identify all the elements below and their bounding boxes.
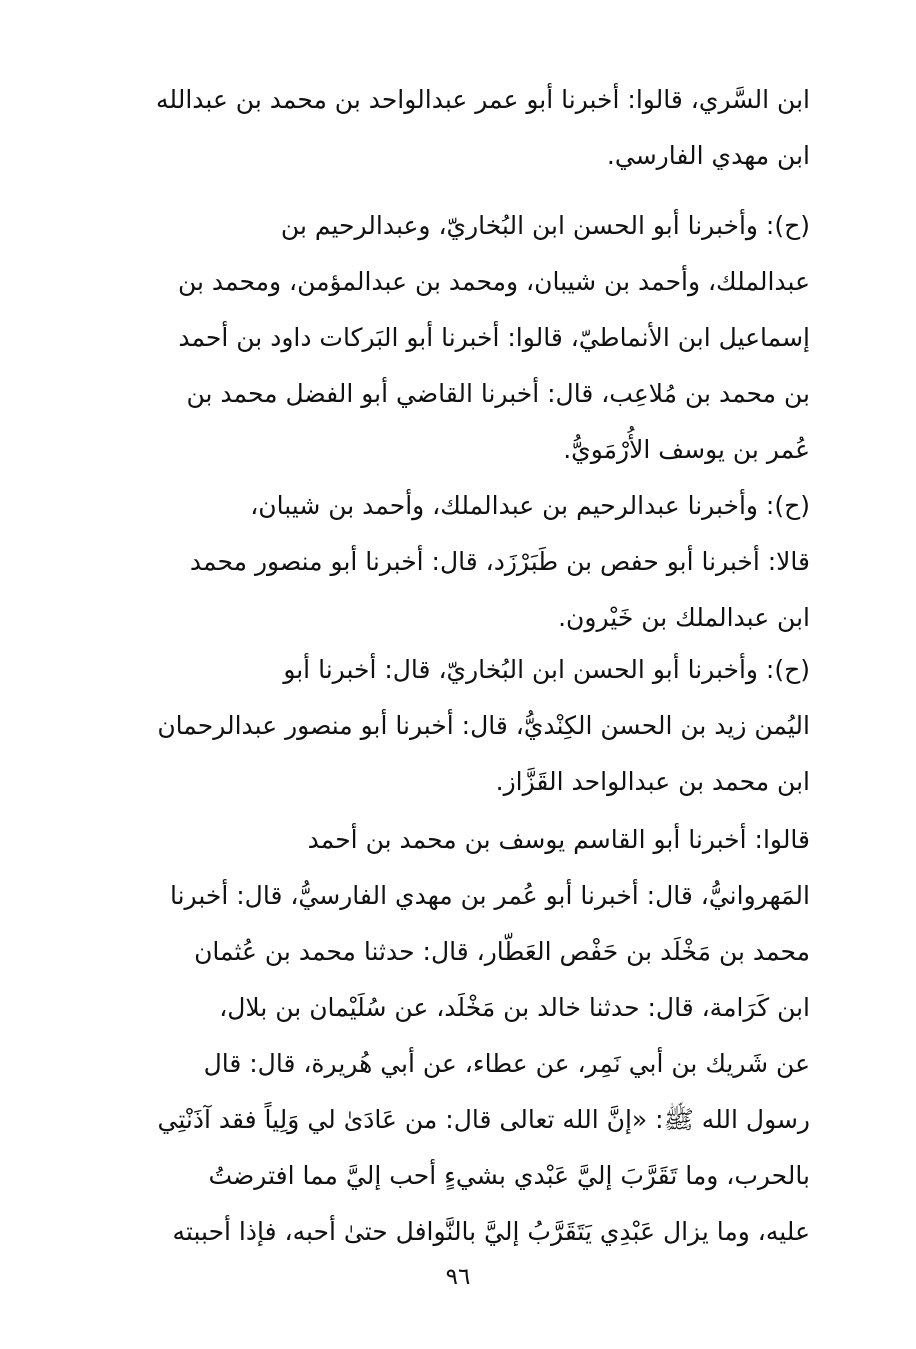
text-line: بن محمد بن مُلاعِب، قال: أخبرنا القاضي أبو الفضل محمد بن	[186, 379, 810, 408]
text-line: عبدالملك، وأحمد بن شيبان، ومحمد بن عبدالمؤمن، ومحمد بن	[177, 267, 810, 296]
paragraph-5	[98, 812, 810, 1260]
paragraph-2	[98, 198, 810, 478]
text-line: إسماعيل ابن الأنماطيّ، قالوا: أخبرنا أبو البَركات داود بن أحمد	[178, 323, 810, 352]
text-line: ابن عبدالملك بن خَيْرون.	[558, 603, 810, 632]
text-line: المَهروانيُّ، قال: أخبرنا أبو عُمر بن مهدي الفارسيُّ، قال: أخبرنا	[169, 881, 810, 910]
text-line: ابن كَرَامة، قال: حدثنا خالد بن مَخْلَد، عن سُلَيْمان بن بلال،	[219, 993, 810, 1022]
text-line: رسول الله ﷺ: «إنَّ الله تعالى قال: من عَادَىٰ لي وَلِياً فقد آذَنْتِي	[157, 1105, 810, 1134]
text-line: محمد بن مَخْلَد بن حَفْص العَطّار، قال: حدثنا محمد بن عُثمان	[194, 937, 810, 966]
text-line: ابن السَّري، قالوا: أخبرنا أبو عمر عبدالواحد بن محمد بن عبدالله	[156, 85, 810, 114]
text-line: قالا: أخبرنا أبو حفص بن طَبَرْزَد، قال: أخبرنا أبو منصور محمد	[189, 547, 810, 576]
text-line: اليُمن زيد بن الحسن الكِنْديُّ، قال: أخبرنا أبو منصور عبدالرحمان	[157, 711, 810, 740]
text-line: (ح): وأخبرنا أبو الحسن ابن البُخاريّ، قال: أخبرنا أبو	[283, 655, 810, 684]
text-line: (ح): وأخبرنا عبدالرحيم بن عبدالملك، وأحمد بن شيبان،	[250, 491, 810, 520]
text-line: بالحرب، وما تَقَرَّبَ إليَّ عَبْدي بشيءٍ أحب إليَّ مما افترضتُ	[208, 1161, 810, 1190]
text-line: عليه، وما يزال عَبْدِي يَتَقَرَّبُ إليَّ بالنَّوافل حتىٰ أحبه، فإذا أحببته	[172, 1217, 810, 1246]
text-line: عُمر بن يوسف الأُرْمَويُّ.	[563, 435, 810, 464]
paragraph-4	[98, 642, 810, 810]
text-line: ابن محمد بن عبدالواحد القَزَّاز.	[495, 767, 810, 796]
paragraph-1	[98, 72, 810, 184]
text-line: ابن مهدي الفارسي.	[606, 141, 810, 170]
text-line: (ح): وأخبرنا أبو الحسن ابن البُخاريّ، وعبدالرحيم بن	[280, 211, 810, 240]
text-line: عن شَريك بن أبي نَمِر، عن عطاء، عن أبي هُريرة، قال: قال	[203, 1049, 810, 1078]
paragraph-3	[98, 478, 810, 646]
page-number: ٩٦	[445, 1264, 471, 1290]
text-line: قالوا: أخبرنا أبو القاسم يوسف بن محمد بن أحمد	[307, 825, 810, 854]
